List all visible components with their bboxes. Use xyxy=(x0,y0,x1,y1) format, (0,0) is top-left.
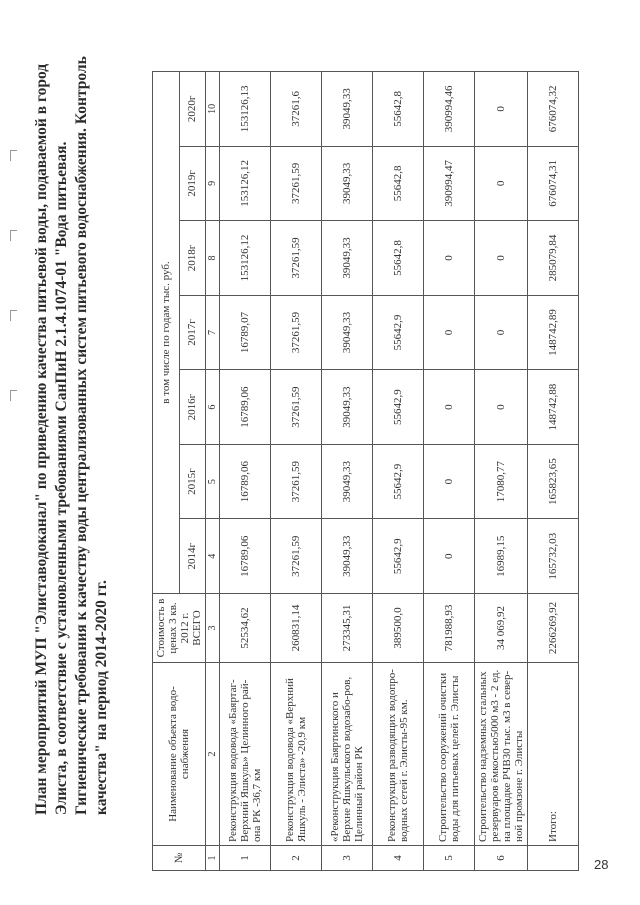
total-sum: 2266269,92 xyxy=(528,594,579,663)
row-value: 0 xyxy=(424,444,475,519)
total-value: 165823,65 xyxy=(528,444,579,519)
row-value: 37261,59 xyxy=(271,221,322,296)
row-value: 37261,59 xyxy=(271,444,322,519)
row-value: 0 xyxy=(475,370,528,445)
col-number: 8 xyxy=(206,221,220,296)
table-row xyxy=(373,72,424,871)
row-value: 39049,33 xyxy=(322,221,373,296)
page-number: 28 xyxy=(594,857,609,872)
row-value: 153126,13 xyxy=(220,72,271,147)
row-value: 0 xyxy=(424,221,475,296)
header-num: № xyxy=(153,846,206,871)
table-row xyxy=(220,72,271,871)
table-row xyxy=(424,72,475,871)
row-value: 55642,9 xyxy=(373,444,424,519)
row-value: 390994,47 xyxy=(424,146,475,221)
row-value: 39049,33 xyxy=(322,444,373,519)
row-num: 5 xyxy=(424,846,475,871)
header-years-group: в том числе по годам тыс. руб. xyxy=(153,72,180,594)
header-name: Наименование объекта водо-снабжения xyxy=(153,663,206,846)
row-value: 0 xyxy=(424,370,475,445)
row-value: 16789,06 xyxy=(220,370,271,445)
row-value: 37261,59 xyxy=(271,370,322,445)
header-total: Стоимость в ценах 3 кв. 2012 г. ВСЕГО xyxy=(153,594,206,663)
row-value: 39049,33 xyxy=(322,295,373,370)
col-number: 1 xyxy=(206,846,220,871)
col-number: 5 xyxy=(206,444,220,519)
row-value: 0 xyxy=(475,72,528,147)
header-year: 2015г xyxy=(179,444,206,519)
row-num: 3 xyxy=(322,846,373,871)
total-label: Итого: xyxy=(528,663,579,846)
plan-table xyxy=(152,71,579,871)
row-value: 17080,77 xyxy=(475,444,528,519)
col-number: 4 xyxy=(206,519,220,594)
row-value: 153126,12 xyxy=(220,221,271,296)
col-number: 7 xyxy=(206,295,220,370)
row-value: 16789,07 xyxy=(220,295,271,370)
total-value: 148742,88 xyxy=(528,370,579,445)
header-year: 2016г xyxy=(179,370,206,445)
row-value: 37261,6 xyxy=(271,72,322,147)
row-value: 55642,9 xyxy=(373,370,424,445)
row-value: 0 xyxy=(475,221,528,296)
row-value: 16789,06 xyxy=(220,519,271,594)
row-value: 55642,9 xyxy=(373,295,424,370)
row-value: 55642,8 xyxy=(373,72,424,147)
row-value: 16789,06 xyxy=(220,444,271,519)
col-number: 6 xyxy=(206,370,220,445)
row-name: Реконструкция водовода «Баяртаг-Верхний Яшкуль» Целинного рай-она РК -36,7 км xyxy=(220,663,271,846)
total-value: 676074,32 xyxy=(528,72,579,147)
table-row xyxy=(475,72,528,871)
row-total: 781988,93 xyxy=(424,594,475,663)
row-name: Строительство сооружений очистки воды для питьевых целей г. Элисты xyxy=(424,663,475,846)
header-year: 2020г xyxy=(179,72,206,147)
col-number: 2 xyxy=(206,663,220,846)
header-year: 2019г xyxy=(179,146,206,221)
row-value: 16989,15 xyxy=(475,519,528,594)
total-num xyxy=(528,846,579,871)
row-num: 2 xyxy=(271,846,322,871)
row-num: 1 xyxy=(220,846,271,871)
row-value: 37261,59 xyxy=(271,146,322,221)
row-total: 273345,31 xyxy=(322,594,373,663)
row-total: 34 069,92 xyxy=(475,594,528,663)
row-value: 0 xyxy=(424,295,475,370)
row-value: 39049,33 xyxy=(322,146,373,221)
column-number-row xyxy=(206,72,220,871)
row-value: 0 xyxy=(475,146,528,221)
row-value: 39049,33 xyxy=(322,370,373,445)
row-value: 37261,59 xyxy=(271,519,322,594)
total-value: 676074,31 xyxy=(528,146,579,221)
row-name: Реконструкция водовода «Верхний Яшкуль - Элиста» -20,9 км xyxy=(271,663,322,846)
total-row xyxy=(528,72,579,871)
row-total: 52534,62 xyxy=(220,594,271,663)
row-name: «Реконструкция Баяртинского и Верхне Яшкульского водозабо-ров, Целинный район РК xyxy=(322,663,373,846)
row-value: 39049,33 xyxy=(322,72,373,147)
col-number: 3 xyxy=(206,594,220,663)
row-value: 153126,12 xyxy=(220,146,271,221)
row-num: 4 xyxy=(373,846,424,871)
total-value: 148742,89 xyxy=(528,295,579,370)
document-title: План мероприятий МУП "Элиставодоканал" по приведению качества питьевой воды, подаваемой в город Элиста, в соответствие с установленными требованиями СанПиН 2.1.4.1074-01 "Вода питьевая. Гигиенические требования к качеству воды централизованных систем питьевого водоснабжения. Контроль качества" на период 2014-2020 гг. xyxy=(33,56,110,815)
row-total: 260831,14 xyxy=(271,594,322,663)
row-value: 37261,59 xyxy=(271,295,322,370)
header-year: 2017г xyxy=(179,295,206,370)
row-value: 55642,8 xyxy=(373,221,424,296)
header-year: 2018г xyxy=(179,221,206,296)
row-value: 39049,33 xyxy=(322,519,373,594)
row-value: 0 xyxy=(424,519,475,594)
total-value: 165732,03 xyxy=(528,519,579,594)
row-name: Реконструкция разводящих водопро-водных сетей г. Элисты-95 км. xyxy=(373,663,424,846)
row-num: 6 xyxy=(475,846,528,871)
total-value: 285079,84 xyxy=(528,221,579,296)
row-value: 55642,8 xyxy=(373,146,424,221)
row-value: 55642,9 xyxy=(373,519,424,594)
row-total: 389500,0 xyxy=(373,594,424,663)
col-number: 9 xyxy=(206,146,220,221)
table-row xyxy=(271,72,322,871)
row-name: Строительство надземных стальных резервуаров ёмкостью5000 м3 - 2 ед. на площадке РЧВ30 тыс. м3 в север-ной промзоне г. Элисты xyxy=(475,663,528,846)
row-value: 0 xyxy=(475,295,528,370)
table-row xyxy=(322,72,373,871)
col-number: 10 xyxy=(206,72,220,147)
row-value: 390994,46 xyxy=(424,72,475,147)
header-year: 2014г xyxy=(179,519,206,594)
